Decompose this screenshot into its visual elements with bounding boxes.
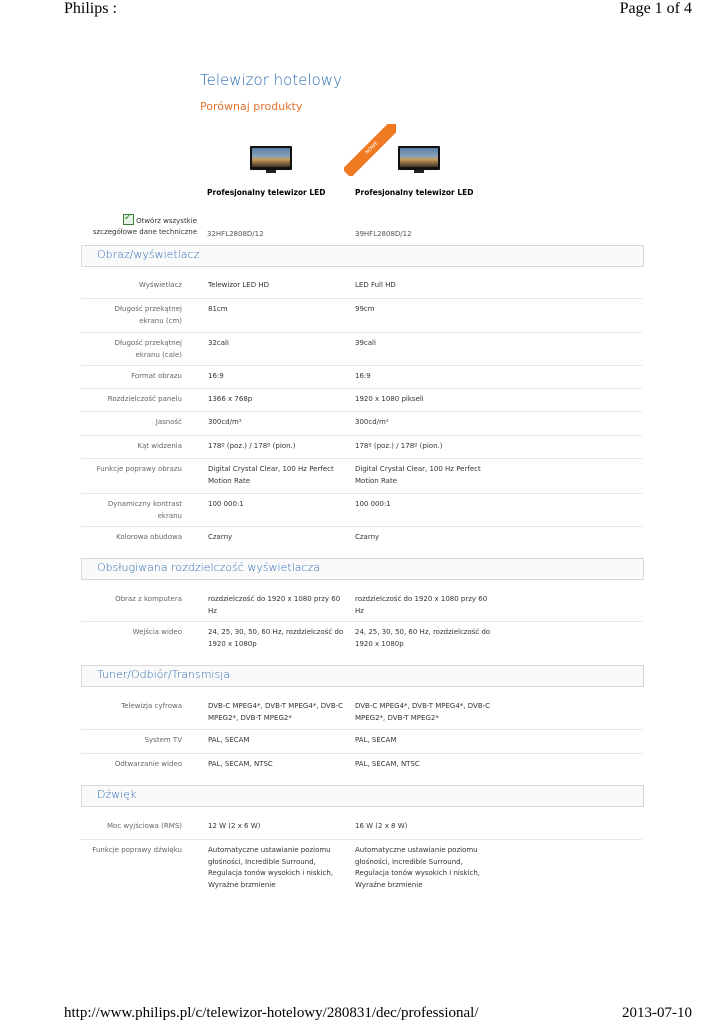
header-page-number: Page 1 of 4 [619,0,692,17]
spec-row [81,526,642,550]
spec-value-2: rozdzielczość do 1920 x 1080 przy 60 Hz [355,595,488,615]
spec-row [81,435,642,459]
checkbox-checked-icon[interactable]: ✓ [123,212,133,223]
spec-label: Odtwarzanie wideo [114,760,182,768]
tv-icon [250,146,292,170]
spec-label: Dynamiczny kontrast ekranu [107,500,182,520]
spec-value-2: 16 W (2 x 8 W) [355,822,408,830]
section-header-display[interactable] [81,245,644,267]
spec-row [81,588,642,622]
footer-url[interactable]: http://www.philips.pl/c/telewizor-hotelowy/280831/dec/professional/ [64,1005,479,1021]
spec-value-2: 24, 25, 30, 50, 60 Hz, rozdzielczość do 1920 x 1080p [355,628,491,648]
spec-row [81,332,642,366]
spec-value-2: 99cm [355,305,375,313]
spec-value-1: PAL, SECAM [208,736,250,744]
spec-value-2: Czarny [355,533,380,541]
spec-value-2: 300cd/m² [355,418,389,426]
spec-value-1: rozdzielczość do 1920 x 1080 przy 60 Hz [208,595,341,615]
spec-label: Moc wyjściowa (RMS) [107,822,182,830]
spec-label: Wejścia wideo [132,628,182,636]
spec-row [81,815,642,840]
product-name-2[interactable]: Profesjonalny telewizor LED [355,188,474,197]
spec-value-1: 1366 x 768p [208,395,253,403]
spec-row [81,839,642,895]
spec-value-1: 16:9 [208,372,224,380]
product-model-2: 39HFL2808D/12 [355,230,412,238]
spec-label: Długość przekątnej ekranu (cale) [114,339,182,359]
spec-value-2: PAL, SECAM, NTSC [355,760,420,768]
spec-label: System TV [144,736,182,744]
product-image-1[interactable] [250,144,292,174]
spec-row [81,621,642,659]
product-model-1: 32HFL2808D/12 [207,230,264,238]
spec-value-2: 100 000:1 [355,500,391,508]
spec-label: Jasność [155,418,182,426]
product-image-2[interactable] [398,144,440,174]
spec-value-1: 300cd/m² [208,418,242,426]
spec-value-2: 16:9 [355,372,371,380]
new-badge-label: NOWE [344,124,396,176]
spec-label: Długość przekątnej ekranu (cm) [114,305,182,325]
footer-date: 2013-07-10 [622,1005,692,1021]
spec-row [81,411,642,436]
spec-value-1: 12 W (2 x 6 W) [208,822,261,830]
spec-label: Funkcje poprawy dźwięku [92,846,182,854]
spec-value-1: PAL, SECAM, NTSC [208,760,273,768]
spec-label: Rozdzielczość panelu [107,395,182,403]
spec-value-2: 1920 x 1080 pikseli [355,395,424,403]
spec-value-2: PAL, SECAM [355,736,397,744]
spec-value-2: Automatyczne ustawianie poziomu głośności, Incredible Surround, Regulacja tonów wysokich i niskich, Wyraźne brzmienie [355,846,480,889]
spec-value-1: Czarny [208,533,233,541]
spec-label: Wyświetlacz [138,281,182,289]
spec-row [81,274,642,299]
spec-value-1: Automatyczne ustawianie poziomu głośności, Incredible Surround, Regulacja tonów wysokich i niskich, Wyraźne brzmienie [208,846,333,889]
section-title: Dźwięk [97,788,137,801]
product-name-1[interactable]: Profesjonalny telewizor LED [207,188,326,197]
spec-value-1: 100 000:1 [208,500,244,508]
spec-row [81,695,642,730]
tv-icon [398,146,440,170]
spec-label: Funkcje poprawy obrazu [96,465,182,473]
spec-value-1: Digital Crystal Clear, 100 Hz Perfect Motion Rate [208,465,334,485]
spec-value-1: Telewizor LED HD [208,281,269,289]
show-all-specs-label: Otwórz wszystkie szczegółowe dane techniczne [92,217,197,236]
spec-row [81,729,642,754]
header-site-name: Philips : [64,0,117,17]
section-title: Obsługiwana rozdzielczość wyświetlacza [97,561,321,574]
spec-value-2: DVB-C MPEG4*, DVB-T MPEG4*, DVB-C MPEG2*, DVB-T MPEG2* [355,702,491,722]
spec-row [81,298,642,333]
spec-value-1: 81cm [208,305,228,313]
page-subtitle: Porównaj produkty [200,100,303,113]
spec-row [81,493,642,527]
spec-label: Telewizja cyfrowa [121,702,182,710]
spec-value-1: DVB-C MPEG4*, DVB-T MPEG4*, DVB-C MPEG2*, DVB-T MPEG2* [208,702,344,722]
section-title: Tuner/Odbiór/Transmisja [97,668,230,681]
spec-label: Kąt widzenia [137,442,182,450]
spec-row [81,388,642,412]
spec-value-1: 24, 25, 30, 50, 60 Hz, rozdzielczość do 1920 x 1080p [208,628,344,648]
spec-value-1: 178º (poz.) / 178º (pion.) [208,442,296,450]
spec-value-2: Digital Crystal Clear, 100 Hz Perfect Motion Rate [355,465,481,485]
new-badge [344,124,396,176]
page-title: Telewizor hotelowy [200,71,342,89]
spec-label: Kolorowa obudowa [116,533,182,541]
section-header-sound[interactable] [81,785,644,807]
spec-value-1: 32cali [208,339,229,347]
spec-row [81,365,642,389]
show-all-specs-checkbox[interactable] [82,214,197,238]
spec-row [81,458,642,494]
spec-value-2: 178º (poz.) / 178º (pion.) [355,442,443,450]
spec-row [81,753,642,777]
section-header-tuner[interactable] [81,665,644,687]
section-title: Obraz/wyświetlacz [97,248,200,261]
spec-value-2: 39cali [355,339,376,347]
section-header-resolution[interactable] [81,558,644,580]
spec-value-2: LED Full HD [355,281,396,289]
spec-label: Obraz z komputera [115,595,182,603]
spec-label: Format obrazu [131,372,182,380]
